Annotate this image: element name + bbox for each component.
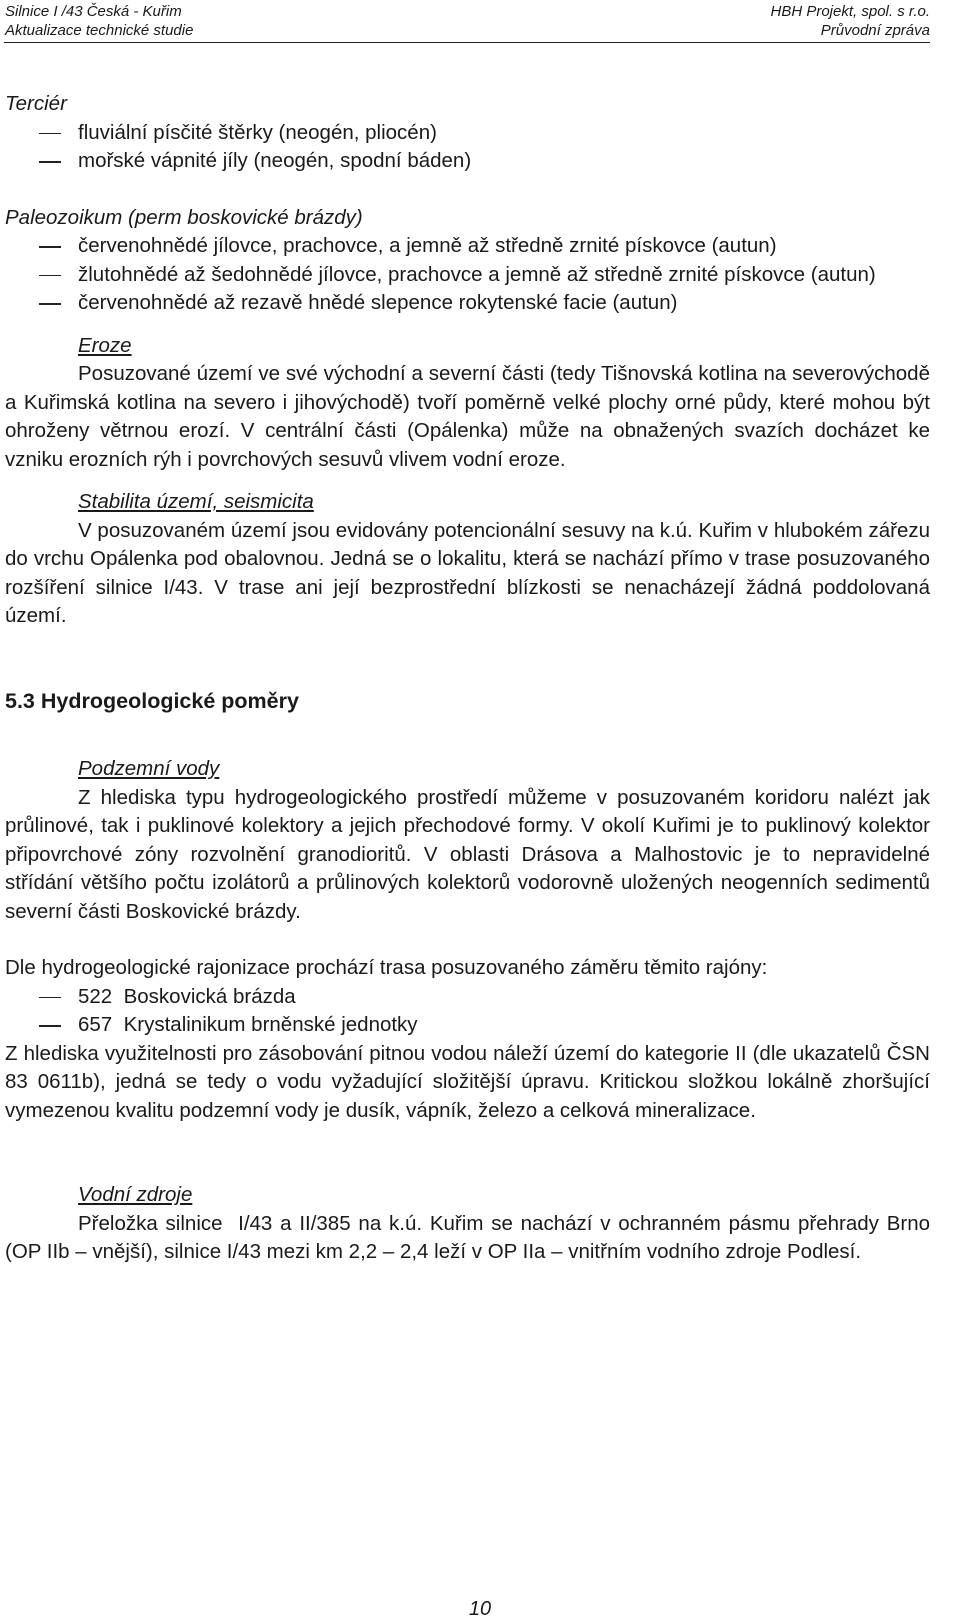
company-name: HBH Projekt, spol. s r.o. <box>770 3 930 20</box>
report-type: Průvodní zpráva <box>820 22 930 39</box>
vodni-zdroje-heading: Vodní zdroje <box>78 1183 193 1206</box>
document-header-right <box>771 2 931 40</box>
podzemni-vody-paragraph: Z hlediska typu hydrogeologického prostředí můžeme v posuzovaném koridoru nalézt jak průlinové, tak i puklinové kolektory a jejich přechodové formy. V okolí Kuřimi je to puklinový kolektor připovrchové zóny rozvolnění granodioritů. V oblasti Drásova a Malhostovic je to nepravidelné střídání většího počtu izolátorů a průlinových kolektorů vodorovně uložených neogenních sedimentů severní části Boskovické brázdy. <box>5 785 930 923</box>
dash-bullet-icon <box>39 303 61 305</box>
list-item: červenohnědé jílovce, prachovce, a jemně až středně zrnité pískovce (autun) <box>5 232 930 261</box>
vodni-zdroje-paragraph: Přeložka silnice I/43 a II/385 na k.ú. Kuřim se nachází v ochranném pásmu přehrady Brno (OP IIb – vnější), silnice I/43 mezi km 2,2 – 2,4 leží v OP IIa – vnitřním vodního zdroje Podlesí. <box>5 1211 936 1263</box>
list-item: 657 Krystalinikum brněnské jednotky <box>5 1011 930 1040</box>
page-number: 10 <box>468 1598 492 1620</box>
rajonizace-intro: Dle hydrogeologické rajonizace prochází trasa posuzovaného záměru těmito rajóny: <box>5 956 768 979</box>
rajonizace-paragraph: Z hlediska využitelnosti pro zásobování pitnou vodou náleží území do kategorie II (dle ukazatelů ČSN 83 0611b), jedná se tedy o vodu vyžadující složitější úpravu. Kritickou složkou lokálně zhoršující vymezenou kvalitu podzemní vody je dusík, vápník, železo a celková mineralizace. <box>5 1041 930 1122</box>
stabilita-paragraph: V posuzovaném území jsou evidovány potencionální sesuvy na k.ú. Kuřim v hlubokém zářezu do vrchu Opálenka pod obalovnou. Jedná se o lokalitu, která se nachází přímo v trase posuzovaného rozšíření silnice I/43. V trase ani její bezprostřední blízkosti se nenacházejí žádná poddolovaná území. <box>5 518 930 627</box>
list-item: červenohnědé až rezavě hnědé slepence rokytenské facie (autun) <box>5 289 930 318</box>
dash-bullet-icon <box>39 161 61 163</box>
eroze-heading: Eroze <box>78 333 132 357</box>
stabilita-heading: Stabilita území, seismicita <box>78 490 314 513</box>
dash-bullet-icon <box>39 997 61 999</box>
list-item: žlutohnědé až šedohnědé jílovce, prachovce a jemně až středně zrnité pískovce (autun) <box>5 261 930 290</box>
document-body <box>5 90 936 1267</box>
list-item: mořské vápnité jíly (neogén, spodní báden) <box>5 147 930 176</box>
tercier-heading: Terciér <box>5 92 67 115</box>
dash-bullet-icon <box>39 275 61 277</box>
eroze-paragraph: Posuzované území ve své východní a severní části (tedy Tišnovská kotlina na severovýchodě a Kuřimská kotlina na severo i jihovýchodě) tvoří poměrně velké plochy orné půdy, které mohou být ohroženy větrnou erozí. V centrální části (Opálenka) může na obnažených svazích docházet ke vzniku erozních rýh i povrchových sesuvů vlivem vodní eroze. <box>5 362 930 471</box>
podzemni-vody-heading: Podzemní vody <box>78 757 220 780</box>
section-title: Hydrogeologické poměry <box>40 688 299 713</box>
project-title: Silnice I /43 Česká - Kuřim <box>5 3 182 20</box>
paleozoikum-heading: Paleozoikum (perm boskovické brázdy) <box>5 205 363 229</box>
list-item: 522 Boskovická brázda <box>5 983 930 1012</box>
study-title: Aktualizace technické studie <box>5 22 194 39</box>
document-header-left <box>5 2 193 40</box>
list-item: fluviální písčité štěrky (neogén, pliocén) <box>5 119 930 148</box>
dash-bullet-icon <box>39 246 61 248</box>
header-divider <box>4 42 930 43</box>
dash-bullet-icon <box>39 133 61 135</box>
dash-bullet-icon <box>39 1025 61 1027</box>
section-number: 5.3 <box>5 688 35 713</box>
section-heading <box>5 687 930 716</box>
